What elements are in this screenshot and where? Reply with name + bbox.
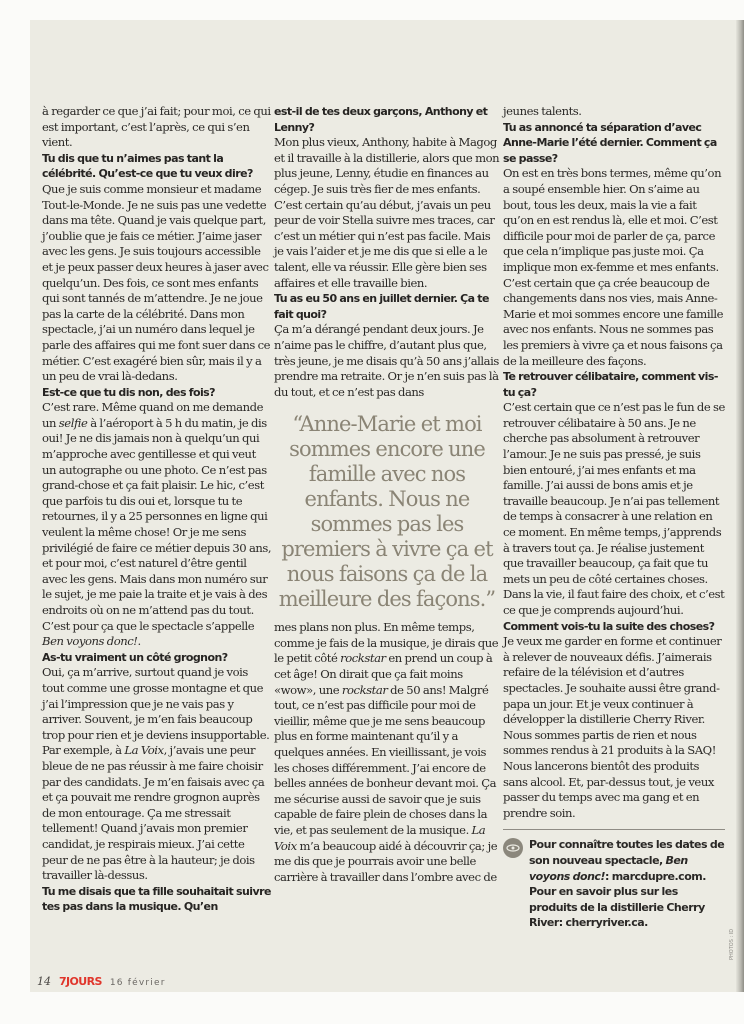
answer-text: . xyxy=(137,634,141,649)
divider-rule xyxy=(503,829,725,830)
answer-text: m’a beaucoup aidé à découvrir ça; je me dis que je pourrais avoir une belle carrière à travailler dans l’ombre avec de xyxy=(274,838,498,884)
show-title: Ben voyons donc! xyxy=(529,853,688,883)
italic-title: Ben voyons donc! xyxy=(42,634,138,649)
interview-question: Tu dis que tu n’aimes pas tant la célébrité. Qu’est-ce que tu veux dire? xyxy=(42,151,253,181)
interview-question: Tu me disais que ta fille souhaitait suivre tes pas dans la musique. Qu’en xyxy=(42,884,271,914)
interview-question: Est-ce que tu dis non, des fois? xyxy=(42,385,216,399)
interview-question: est-il de tes deux garçons, Anthony et Lenny? xyxy=(274,105,488,134)
interview-question: Te retrouver célibataire, comment vis-tu ça? xyxy=(503,370,718,399)
article-column-3 xyxy=(503,104,725,931)
article-column-2 xyxy=(274,104,500,885)
italic-title: selfie xyxy=(58,415,88,430)
issue-date: 16 février xyxy=(109,978,166,988)
interview-question: Comment vois-tu la suite des choses? xyxy=(503,619,715,633)
italic-title: rockstar xyxy=(340,651,386,666)
info-text xyxy=(529,837,725,931)
page-number: 14 xyxy=(37,975,51,988)
column-2-top xyxy=(274,104,500,400)
interview-answer: C’est certain que ce n’est pas le fun de se retrouver célibataire à 50 ans. Je ne cherche pas absolument à retrouver l’amour. Je ne suis pas pressé, je suis bien entouré, j’ai mes enfants et ma famille. J’ai aussi de bons amis et je travaille beaucoup. Je n’ai pas tellement de temps à consacrer à une relation en ce moment. En même temps, j’apprends à travers tout ça. Je réalise justement que travailler beaucoup, ça fait que tu mets un peu de côté certaines choses. Dans la vie, il faut faire des choix, et c’est ce que je comprends aujourd’hui. xyxy=(503,400,725,617)
interview-answer xyxy=(42,665,272,883)
photo-credit: PHOTOS : ID xyxy=(729,928,735,960)
italic-title: rockstar xyxy=(341,682,388,697)
italic-title: La Voix xyxy=(124,743,164,758)
pull-quote: “Anne-Marie et moi sommes encore une famille avec nos enfants. Nous ne sommes pas les premiers à vivre ça et nous faisons ça de la meilleure des façons.” xyxy=(278,412,496,612)
interview-answer: Je veux me garder en forme et continuer à relever de nouveaux défis. J’aimerais refaire de la télévision et d’autres spectacles. Je souhaite aussi être grand-papa un jour. Et je veux continuer à développer la distillerie Cherry River. Nous sommes partis de rien et nous sommes rendus à 21 produits à la SAQ! Nous lancerons bientôt des produits sans alcool. Et, par-dessus tout, je veux passer du temps avec ma gang et en prendre soin. xyxy=(503,634,722,820)
column-2-bottom xyxy=(274,620,500,885)
column-3-body xyxy=(503,104,725,821)
interview-question: As-tu vraiment un côté grognon? xyxy=(42,650,228,664)
answer-text: Oui, ça m’arrive, surtout quand je vois tout comme une grosse montagne et que j’ai l’impression que je ne vais pas y arriver. Souvent, je m’en fais beaucoup trop pour rien et je deviens insupportable. Par exemple, à xyxy=(42,665,270,758)
answer-text: , j’avais une peur bleue de ne pas réussir à me faire choisir par des candidats. Je m’en faisais avec ça et ça pouvait me rendre grognon auprès de mon entourage. Ça me stressait tellement! Quand j’avais mon premier candidat, je respirais mieux. J’ai cette peur de ne pas être à la hauteur; je dois travailler là-dessus. xyxy=(42,743,265,883)
info-box xyxy=(503,837,725,931)
interview-question: Tu as eu 50 ans en juillet dernier. Ça te fait quoi? xyxy=(274,292,489,321)
italic-title: La Voix xyxy=(274,823,486,853)
magazine-page xyxy=(30,20,744,992)
info-line-1: Pour connaître toutes les dates de son nouveau spectacle, xyxy=(529,838,725,867)
answer-text: à l’aéroport à 5 h du matin, je dis oui! Je ne dis jamais non à quelqu’un qui m’approche avec gentillesse et qui veut un autographe ou une photo. Ce n’est pas grand-chose et ça fait plaisir. Le hic, c’est que parfois tu dis oui et, lorsque tu te retournes, il y a 25 personnes en ligne qui veulent la même chose! Or je me sens privilégié de faire ce métier depuis 30 ans, et pour moi, c’est naturel d’être gentil avec les gens. Mais dans mon numéro sur le sujet, je me paie la traite et je vais à des endroits où on ne m’attend pas du tout. C’est pour ça que le spectacle s’appelle xyxy=(42,415,272,633)
interview-answer: Ça m’a dérangé pendant deux jours. Je n’aime pas le chiffre, d’autant plus que, très jeune, je me disais qu’à 50 ans j’allais prendre ma retraite. Or je n’en suis pas là du tout, et ce n’est pas dans xyxy=(274,322,499,399)
website-link[interactable]: : marcdupre.com. xyxy=(604,869,706,883)
answer-text: de 50 ans! Malgré tout, ce n’est pas difficile pour moi de vieillir, même que je me sens beaucoup plus en forme maintenant qu’il y a quelques années. En vieillissant, je vois les choses différemment. J’ai encore de belles années de bonheur devant moi. Ça me sécurise aussi de savoir que je suis capable de faire plein de choses dans la vie, et pas seulement de la musique. xyxy=(274,682,497,837)
interview-question: Tu as annoncé ta séparation d’avec Anne-Marie l’été dernier. Comment ça se passe? xyxy=(503,120,717,165)
answer-text: mes plans non plus. En même temps, comme je fais de la musique, je dirais que le petit côté xyxy=(274,620,499,666)
interview-answer: à regarder ce que j’ai fait; pour moi, ce qui est important, c’est l’après, ce qui s’en vient. xyxy=(42,104,271,150)
interview-answer xyxy=(42,400,272,650)
article-column-1 xyxy=(42,104,272,915)
info-line-3[interactable]: Pour en savoir plus sur les produits de la distillerie Cherry River: cherryriver.ca. xyxy=(529,885,705,930)
binding-shadow xyxy=(736,20,744,992)
answer-text: en prend un coup à cet âge! On dirait que ça fait moins «wow», une xyxy=(274,651,493,697)
interview-answer: jeunes talents. xyxy=(503,104,582,118)
interview-answer xyxy=(274,620,500,885)
eye-icon xyxy=(503,838,523,858)
interview-answer: Mon plus vieux, Anthony, habite à Magog et il travaille à la distillerie, alors que mon plus jeune, Lenny, étudie en finances au cégep. Je suis très fier de mes enfants. C’est certain qu’au début, j’avais un peu peur de voir Stella suivre mes traces, car c’est un métier qui n’est pas facile. Mais je vais l’aider et je me dis que si elle a le talent, elle va réussir. Elle gère bien ses affaires et elle travaille bien. xyxy=(274,135,500,290)
interview-answer: Que je suis comme monsieur et madame Tout-le-Monde. Je ne suis pas une vedette dans ma tête. Quand je vais quelque part, j’oublie que je fais ce métier. J’aime jaser avec les gens. Je suis toujours accessible et je peux passer deux heures à jaser avec quelqu’un. Des fois, ce sont mes enfants qui sont tannés de m’attendre. Je ne joue pas la carte de la célébrité. Dans mon spectacle, j’ai un numéro dans lequel je parle des affaires qui me font suer dans ce métier. C’est exagéré bien sûr, mais il y a un peu de vrai là-dedans. xyxy=(42,181,271,384)
magazine-logo: 7JOURS xyxy=(59,975,102,988)
answer-text: C’est rare. Même quand on me demande un xyxy=(42,400,263,430)
page-footer xyxy=(37,976,166,989)
interview-answer: On est en très bons termes, même qu’on a soupé ensemble hier. On s’aime au bout, tous les deux, mais la vie a fait qu’on en est rendus là, elle et moi. C’est difficile pour moi de parler de ça, parce que cela n’implique pas juste moi. Ça implique mon ex-femme et mes enfants. C’est certain que ça crée beaucoup de changements dans nos vies, mais Anne-Marie et moi sommes encore une famille avec nos enfants. Nous ne sommes pas les premiers à vivre ça et nous faisons ça de la meilleure des façons. xyxy=(503,166,724,368)
